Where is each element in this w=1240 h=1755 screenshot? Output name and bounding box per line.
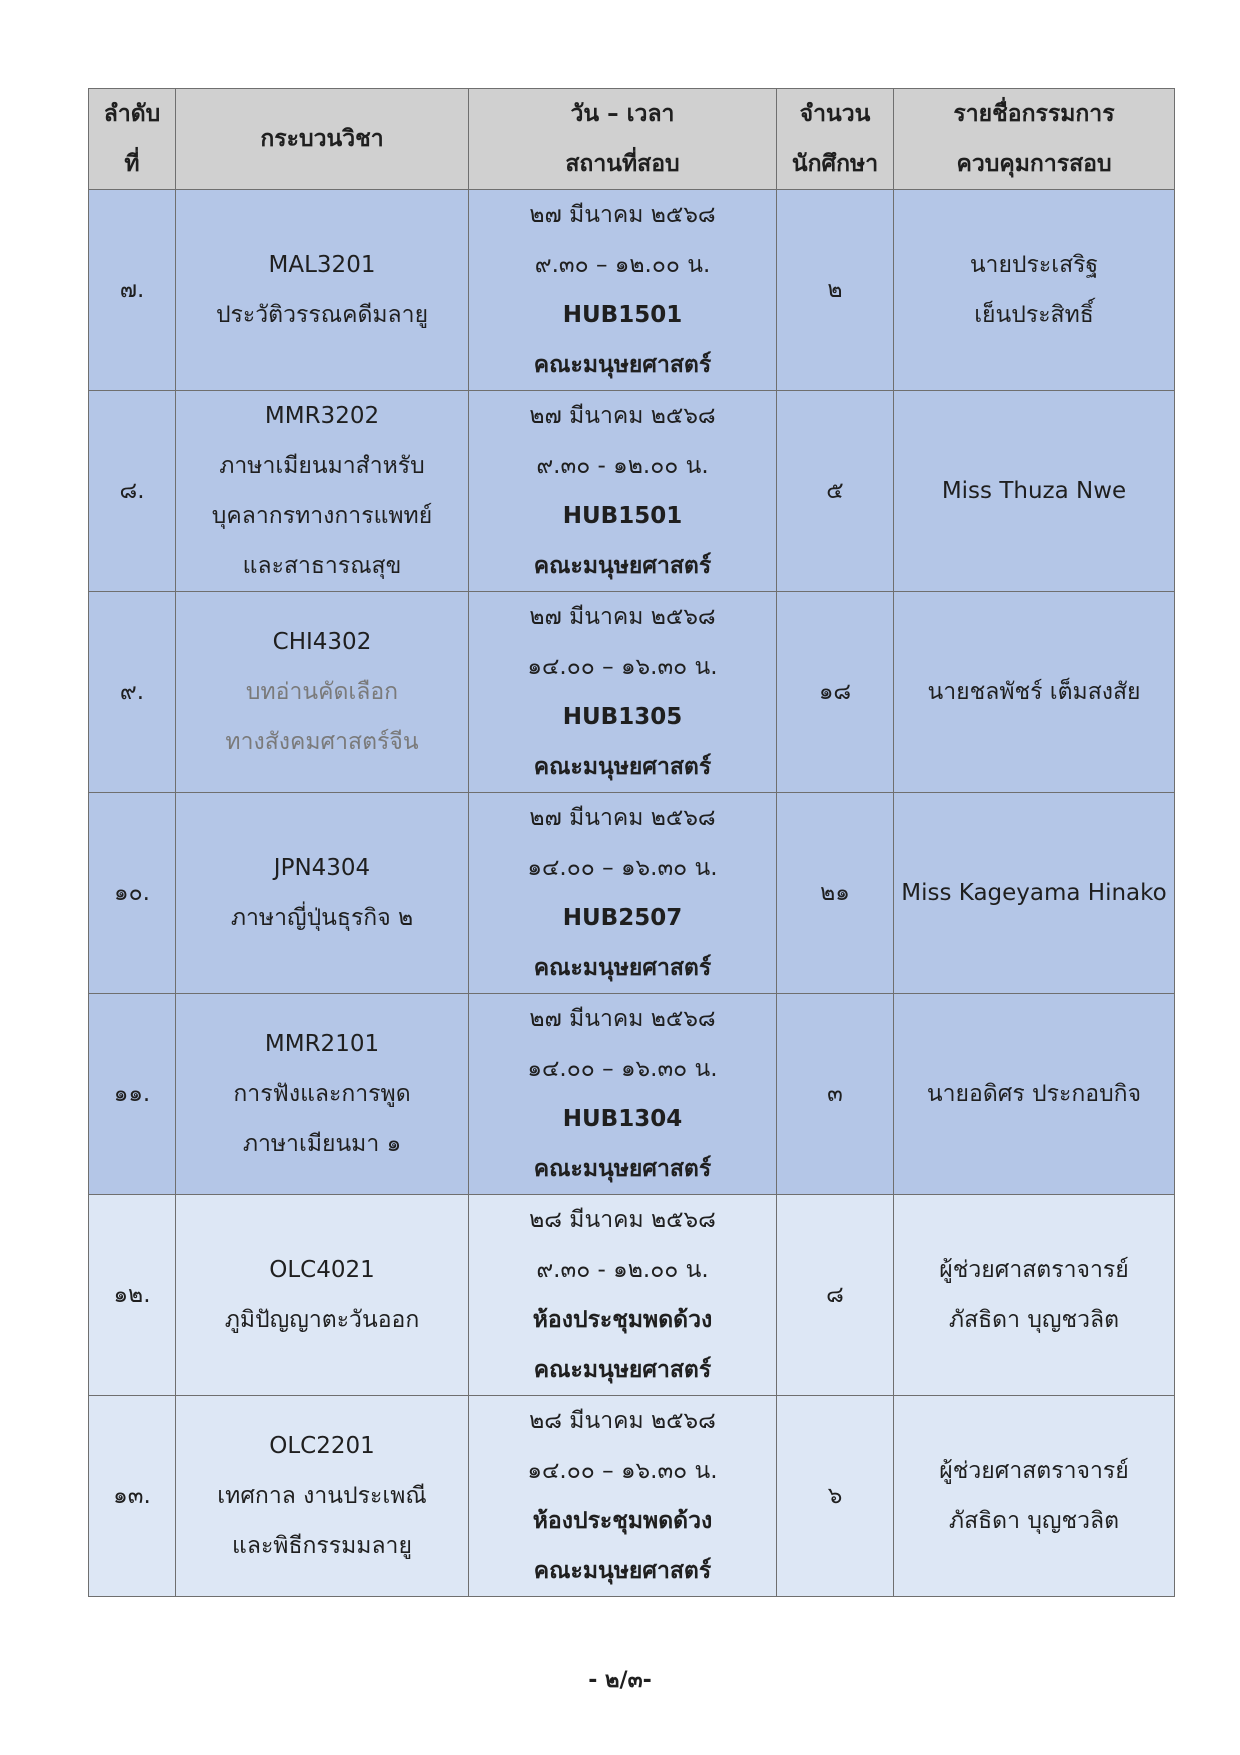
cell-committee: นายประเสริฐ เย็นประสิทธิ์ [894,190,1175,391]
exam-time: ๙.๓๐ - ๑๒.๐๐ น. [536,453,709,479]
exam-time: ๑๔.๐๐ – ๑๖.๓๐ น. [527,654,718,680]
cell-no: ๗. [89,190,176,391]
exam-date: ๒๗ มีนาคม ๒๕๖๘ [529,1006,716,1032]
header-course: กระบวนวิชา [176,89,469,190]
exam-room: HUB2507 [562,905,683,931]
course-title: ภูมิปัญญาตะวันออก [224,1307,420,1333]
exam-faculty: คณะมนุษยศาสตร์ [533,955,712,981]
cell-committee: นายอดิศร ประกอบกิจ [894,994,1175,1195]
cell-datetime [469,391,777,592]
course-code: MMR3202 [264,403,380,429]
exam-room: HUB1501 [562,503,683,529]
cell-course [176,994,469,1195]
cell-datetime [469,793,777,994]
header-datetime: วัน – เวลา สถานที่สอบ [469,89,777,190]
exam-date: ๒๗ มีนาคม ๒๕๖๘ [529,403,716,429]
course-code: JPN4304 [273,855,371,881]
exam-room: ห้องประชุมพดด้วง [532,1508,713,1534]
cell-no: ๑๓. [89,1396,176,1597]
cell-students: ๒ [777,190,894,391]
header-committee: รายชื่อกรรมการ ควบคุมการสอบ [894,89,1175,190]
cell-course [176,1195,469,1396]
cell-no: ๘. [89,391,176,592]
table-row [89,793,1175,994]
cell-course [176,391,469,592]
table-row [89,190,1175,391]
cell-students: ๘ [777,1195,894,1396]
exam-room: HUB1304 [562,1106,683,1132]
cell-no: ๑๒. [89,1195,176,1396]
cell-course [176,793,469,994]
exam-date: ๒๗ มีนาคม ๒๕๖๘ [529,805,716,831]
cell-students: ๑๘ [777,592,894,793]
cell-datetime [469,190,777,391]
exam-date: ๒๘ มีนาคม ๒๕๖๘ [529,1207,716,1233]
exam-room: HUB1501 [562,302,683,328]
exam-time: ๑๔.๐๐ – ๑๖.๓๐ น. [527,1056,718,1082]
header-students: จำนวน นักศึกษา [777,89,894,190]
course-title: การฟังและการพูด [233,1081,411,1107]
exam-room: ห้องประชุมพดด้วง [532,1307,713,1333]
course-code: MAL3201 [268,252,376,278]
cell-datetime [469,1396,777,1597]
table-header-row [89,89,1175,190]
page-number: - ๒/๓- [588,1668,652,1693]
cell-students: ๕ [777,391,894,592]
course-title: บทอ่านคัดเลือก [245,679,399,705]
table-row [89,1195,1175,1396]
cell-committee: Miss Thuza Nwe [894,391,1175,592]
course-title: และสาธารณสุข [242,553,402,579]
cell-students: ๓ [777,994,894,1195]
course-title: ภาษาเมียนมา ๑ [242,1131,402,1157]
exam-faculty: คณะมนุษยศาสตร์ [533,1156,712,1182]
course-title: ประวัติวรรณคดีมลายู [215,302,429,328]
course-title: ภาษาญี่ปุ่นธุรกิจ ๒ [230,905,414,931]
cell-committee: ผู้ช่วยศาสตราจารย์ ภัสธิดา บุญชวลิต [894,1396,1175,1597]
course-code: MMR2101 [264,1031,380,1057]
table-row [89,1396,1175,1597]
course-title: และพิธีกรรมมลายู [232,1533,412,1559]
exam-date: ๒๘ มีนาคม ๒๕๖๘ [529,1408,716,1434]
exam-faculty: คณะมนุษยศาสตร์ [533,553,712,579]
cell-no: ๑๐. [89,793,176,994]
course-code: CHI4302 [272,629,372,655]
exam-schedule-table [88,88,1175,1597]
cell-students: ๖ [777,1396,894,1597]
table-row [89,391,1175,592]
cell-committee: Miss Kageyama Hinako [894,793,1175,994]
exam-time: ๑๔.๐๐ – ๑๖.๓๐ น. [527,1458,718,1484]
course-title: เทศกาล งานประเพณี [217,1483,427,1509]
cell-course [176,1396,469,1597]
course-code: OLC4021 [269,1257,375,1283]
exam-faculty: คณะมนุษยศาสตร์ [533,352,712,378]
table-row [89,592,1175,793]
exam-faculty: คณะมนุษยศาสตร์ [533,1558,712,1584]
exam-room: HUB1305 [562,704,683,730]
course-title: บุคลากรทางการแพทย์ [211,503,433,529]
cell-committee: นายชลพัชร์ เต็มสงสัย [894,592,1175,793]
cell-course [176,592,469,793]
cell-datetime [469,1195,777,1396]
exam-faculty: คณะมนุษยศาสตร์ [533,1357,712,1383]
exam-time: ๙.๓๐ – ๑๒.๐๐ น. [534,252,711,278]
table-row [89,994,1175,1195]
cell-students: ๒๑ [777,793,894,994]
cell-no: ๑๑. [89,994,176,1195]
exam-time: ๙.๓๐ - ๑๒.๐๐ น. [536,1257,709,1283]
course-title: ภาษาเมียนมาสำหรับ [219,453,425,479]
cell-no: ๙. [89,592,176,793]
exam-faculty: คณะมนุษยศาสตร์ [533,754,712,780]
header-no: ลำดับ ที่ [89,89,176,190]
cell-datetime [469,592,777,793]
cell-committee: ผู้ช่วยศาสตราจารย์ ภัสธิดา บุญชวลิต [894,1195,1175,1396]
cell-datetime [469,994,777,1195]
course-code: OLC2201 [269,1433,375,1459]
exam-date: ๒๗ มีนาคม ๒๕๖๘ [529,604,716,630]
exam-time: ๑๔.๐๐ – ๑๖.๓๐ น. [527,855,718,881]
course-title: ทางสังคมศาสตร์จีน [225,729,419,755]
cell-course [176,190,469,391]
exam-date: ๒๗ มีนาคม ๒๕๖๘ [529,202,716,228]
